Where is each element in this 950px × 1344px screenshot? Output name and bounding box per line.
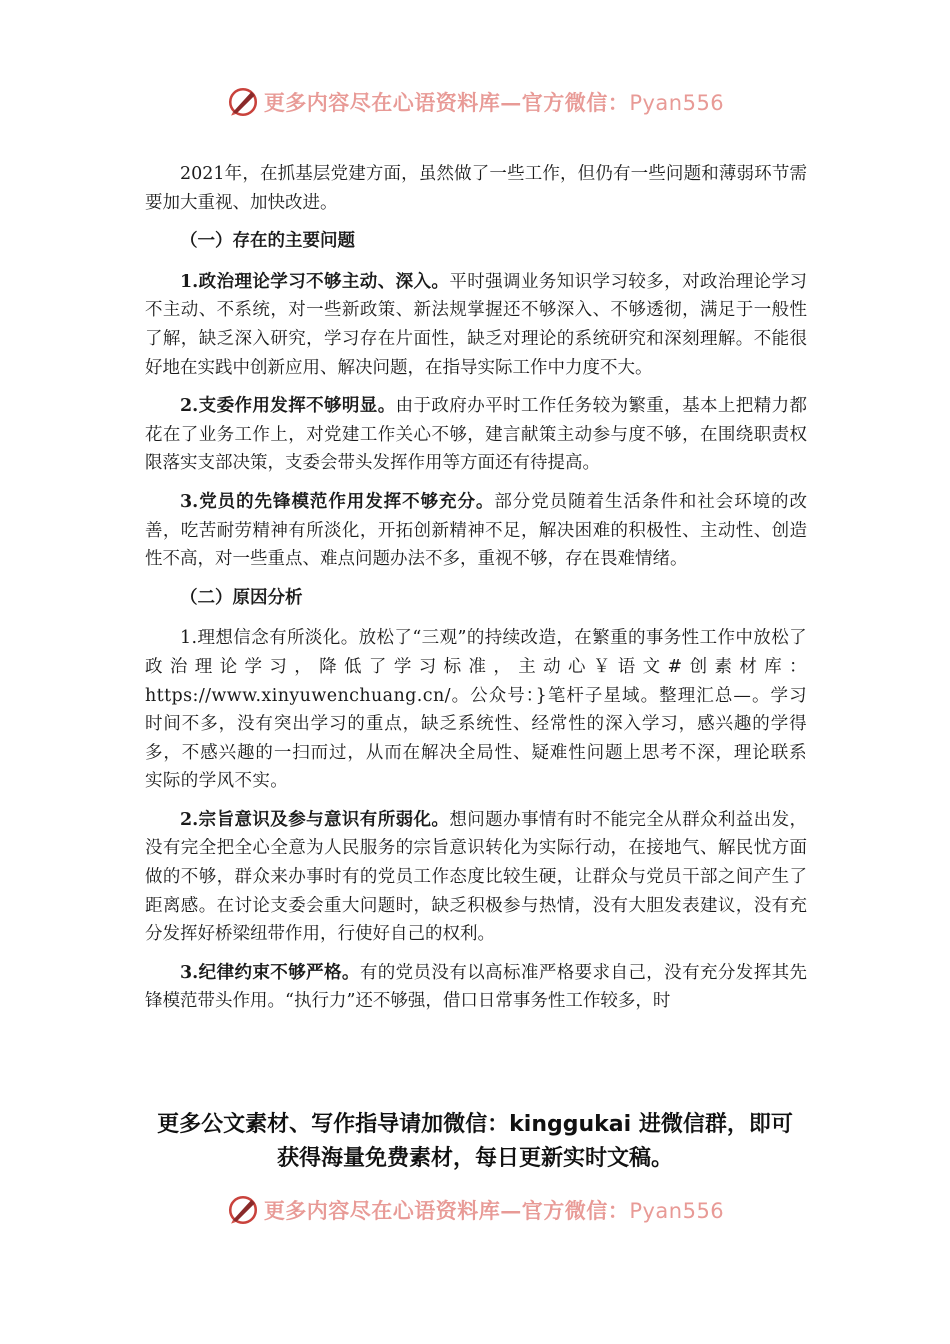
header-wechat-id: Pyan556 <box>629 91 725 115</box>
problem-1-lead: 1.政治理论学习不够主动、深入。 <box>180 271 450 292</box>
intro-paragraph: 2021年，在抓基层党建方面，虽然做了一些工作，但仍有一些问题和薄弱环节需要加大重视、加快改进。 <box>145 164 807 213</box>
footer-brand-text: 更多内容尽在心语资料库—官方微信：Pyan556 <box>263 1198 725 1223</box>
pen-logo-icon <box>226 1193 260 1227</box>
problem-3-text: 部分党员随着生活条件和社会环境的改善，吃苦耐劳精神有所淡化，开拓创新精神不足，解决困难的积极性、主动性、创造性不高，对一些重点、难点问题办法不多，重视不够，存在畏难情绪。 <box>145 491 807 570</box>
problem-3-lead: 3.党员的先锋模范作用发挥不够充分。 <box>180 491 495 512</box>
promo-line-1: 更多公文素材、写作指导请加微信：kinggukai 进微信群，即可 <box>157 1112 793 1137</box>
footer-banner <box>0 1190 950 1230</box>
cause-paragraph-1: 1.理想信念有所淡化。放松了“三观”的持续改造，在繁重的事务性工作中放松了政治理论学习，降低了学习标准，主动心￥语文#创素材库：https://www.xinyuwenchuang.cn/。公众号：}笔杆子星域。整理汇总—。学习时间不多，没有突出学习的重点，缺乏系统性、经常性的深入学习，感兴趣的学得多，不感兴趣的一扫而过，从而在解决全局性、疑难性问题上思考不深，理论联系实际的学风不实。 <box>145 628 807 792</box>
header-banner <box>0 82 950 122</box>
promo-notice <box>0 1108 950 1176</box>
cause-paragraph-3 <box>145 959 807 1016</box>
problem-2-text: 由于政府办平时工作任务较为繁重，基本上把精力都花在了业务工作上，对党建工作关心不够，建言献策主动参与度不够，在围绕职责权限落实支部决策，支委会带头发挥作用等方面还有待提高。 <box>145 396 808 474</box>
pen-logo-icon <box>226 85 260 119</box>
footer-wechat-id: Pyan556 <box>629 1199 725 1223</box>
cause-2-lead: 2.宗旨意识及参与意识有所弱化。 <box>180 809 450 830</box>
problem-1-text: 平时强调业务知识学习较多，对政治理论学习不主动、不系统，对一些新政策、新法规掌握还不够深入、不够透彻，满足于一般性了解，缺乏深入研究，学习存在片面性，缺乏对理论的系统研究和深刻理解。不能很好地在实践中创新应用、解决问题，在指导实际工作中力度不大。 <box>145 271 807 378</box>
promo-line-2: 获得海量免费素材，每日更新实时文稿。 <box>276 1146 673 1171</box>
cause-3-text: 有的党员没有以高标准严格要求自己，没有充分发挥其先锋模范带头作用。“执行力”还不够强，借口日常事务性工作较多，时 <box>145 962 807 1012</box>
problem-paragraph-1 <box>145 268 807 382</box>
problem-paragraph-2 <box>145 392 807 478</box>
cause-2-text: 想问题办事情有时不能完全从群众利益出发，没有完全把全心全意为人民服务的宗旨意识转化为实际行动，在接地气、解民忧方面做的不够，群众来办事时有的党员工作态度比较生硬，让群众与党员干部之间产生了距离感。在讨论支委会重大问题时，缺乏积极参与热情，没有大胆发表建议，没有充分发挥好桥梁纽带作用，行使好自己的权利。 <box>145 809 807 945</box>
problem-paragraph-3 <box>145 488 807 574</box>
document-body <box>145 160 807 1026</box>
section-heading-problems: （一）存在的主要问题 <box>180 231 355 252</box>
problem-2-lead: 2.支委作用发挥不够明显。 <box>180 396 396 417</box>
header-brand-text: 更多内容尽在心语资料库—官方微信：Pyan556 <box>263 90 725 115</box>
section-heading-causes: （二）原因分析 <box>180 587 303 608</box>
cause-paragraph-2 <box>145 806 807 949</box>
cause-3-lead: 3.纪律约束不够严格。 <box>180 962 360 983</box>
